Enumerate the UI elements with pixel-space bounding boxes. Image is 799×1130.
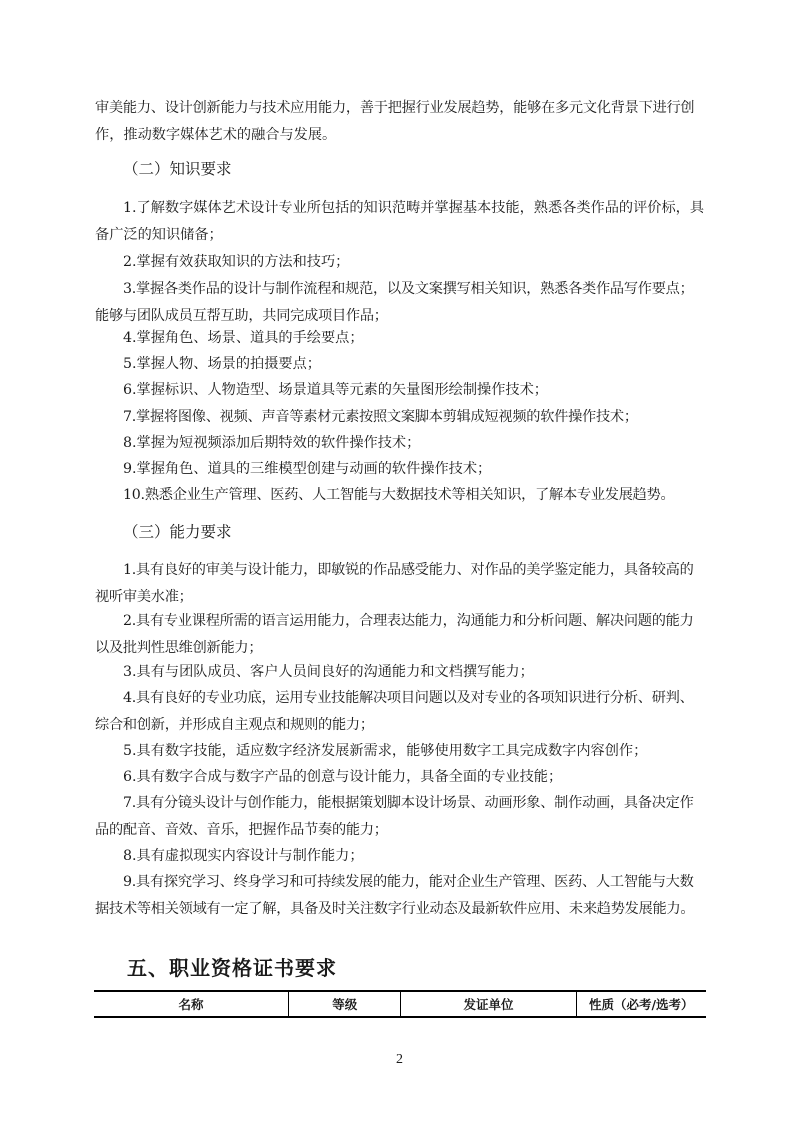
knowledge-item-7: 7.掌握将图像、视频、声音等素材元素按照文案脚本剪辑成短视频的软件操作技术； [123, 409, 638, 425]
ability-item-4: 4.具有良好的专业功底，运用专业技能解决项目问题以及对专业的各项知识进行分析、研判、综合和创新，并形成自主观点和规则的能力； [95, 690, 694, 733]
certificate-table-header-row [94, 991, 706, 1017]
ability-item-5: 5.具有数字技能，适应数字经济发展新需求，能够使用数字工具完成数字内容创作； [123, 743, 648, 759]
ability-item-1: 1.具有良好的审美与设计能力，即敏锐的作品感受能力、对作品的美学鉴定能力，具备较高的视听审美水准； [95, 562, 694, 605]
intro-line-1: 审美能力、设计创新能力与技术应用能力，善于把握行业发展趋势，能够在多元文化背景下进行创 [95, 100, 695, 116]
knowledge-item-5: 5.掌握人物、场景的拍摄要点； [123, 356, 321, 372]
knowledge-heading: （二）知识要求 [123, 160, 232, 178]
knowledge-item-1: 1.了解数字媒体艺术设计专业所包括的知识范畴并掌握基本技能，熟悉各类作品的评价标，具备广泛的知识储备； [95, 200, 705, 243]
column-header-level: 等级 [289, 991, 401, 1017]
section-5-title: 五、职业资格证书要求 [127, 956, 337, 980]
knowledge-item-8: 8.掌握为短视频添加后期特效的软件操作技术； [123, 435, 421, 451]
ability-item-6: 6.具有数字合成与数字产品的创意与设计能力，具备全面的专业技能； [123, 769, 563, 785]
knowledge-item-6: 6.掌握标识、人物造型、场景道具等元素的矢量图形绘制操作技术； [123, 382, 548, 398]
ability-heading: （三）能力要求 [123, 523, 232, 541]
ability-item-3: 3.具有与团队成员、客户人员间良好的沟通能力和文档撰写能力； [123, 664, 534, 680]
column-header-name: 名称 [94, 991, 289, 1017]
knowledge-item-9: 9.掌握角色、道具的三维模型创建与动画的软件操作技术； [123, 461, 492, 477]
ability-item-9: 9.具有探究学习、终身学习和可持续发展的能力，能对企业生产管理、医药、人工智能与大数据技术等相关领域有一定了解，具备及时关注数字行业动态及最新软件应用、未来趋势发展能力。 [95, 874, 695, 917]
intro-line-2: 作，推动数字媒体艺术的融合与发展。 [95, 127, 337, 143]
knowledge-item-3: 3.掌握各类作品的设计与制作流程和规范，以及文案撰写相关知识，熟悉各类作品写作要点；能够与团队成员互帮互助，共同完成项目作品； [95, 281, 694, 324]
column-header-type: 性质（必考/选考） [576, 991, 706, 1017]
certificate-table [94, 990, 706, 1018]
knowledge-item-10: 10.熟悉企业生产管理、医药、人工智能与大数据技术等相关知识，了解本专业发展趋势。 [123, 487, 675, 503]
ability-item-2: 2.具有专业课程所需的语言运用能力，合理表达能力，沟通能力和分析问题、解决问题的能力以及批判性思维创新能力； [95, 613, 694, 656]
ability-item-8: 8.具有虚拟现实内容设计与制作能力； [123, 848, 364, 864]
ability-item-7: 7.具有分镜头设计与创作能力，能根据策划脚本设计场景、动画形象、制作动画，具备决定作品的配音、音效、音乐，把握作品节奏的能力； [95, 795, 694, 838]
page-number: 2 [396, 1052, 403, 1067]
column-header-issuer: 发证单位 [401, 991, 576, 1017]
knowledge-item-4: 4.掌握角色、场景、道具的手绘要点； [123, 330, 364, 346]
knowledge-item-2: 2.掌握有效获取知识的方法和技巧； [123, 254, 350, 270]
